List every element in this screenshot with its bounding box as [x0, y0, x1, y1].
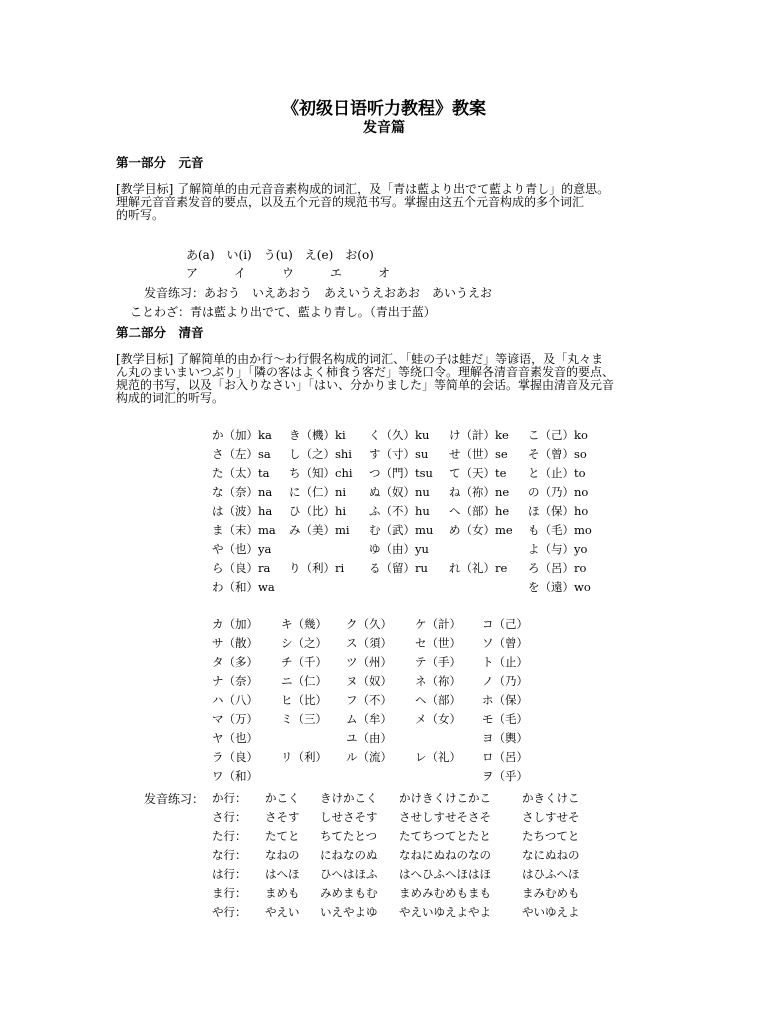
table-cell: し（之）shi — [289, 447, 352, 461]
table-cell: ナ（奈） — [212, 674, 258, 688]
table-cell: タ（多） — [212, 655, 258, 669]
table-cell: わ（和）wa — [212, 580, 275, 594]
table-cell: ま行： — [212, 886, 247, 900]
table-cell: の（乃）no — [528, 485, 589, 499]
vowel-practice: 发音练习：あおう いえあおう あえいうえおあお あいうえお — [144, 286, 493, 300]
hiragana-row — [0, 484, 768, 502]
table-cell: レ（礼） — [415, 750, 461, 764]
part2-goal-line: 规范的书写，以及「お入りなさい」「はい、分かりました」等简单的会话。掌握由清音及元音 — [116, 378, 615, 392]
table-cell: ユ（由） — [346, 731, 392, 745]
table-cell: ま（末）ma — [212, 523, 276, 537]
table-cell: ね（祢）ne — [449, 485, 510, 499]
table-cell: はへほ — [265, 867, 300, 881]
practice-label: 发音练习： — [144, 792, 205, 806]
table-cell: こ（己）ko — [528, 428, 588, 442]
table-cell: を（遠）wo — [528, 580, 591, 594]
table-cell: れ（礼）re — [449, 561, 508, 575]
table-cell: も（毛）mo — [528, 523, 592, 537]
katakana-row — [0, 730, 768, 748]
table-cell: ス（須） — [346, 636, 392, 650]
table-cell: へ（部）he — [449, 504, 510, 518]
table-cell: テ（手） — [415, 655, 461, 669]
practice-row — [0, 885, 768, 903]
table-cell: メ（女） — [415, 712, 461, 726]
table-cell: た行： — [212, 829, 247, 843]
part2-goal-line: [教学目标] 了解简单的由か行～わ行假名构成的词汇、「蛙の子は蛙だ」等谚语，及「丸々ま — [116, 352, 604, 366]
table-cell: セ（世） — [415, 636, 461, 650]
table-cell: ふ（不）hu — [369, 504, 430, 518]
table-cell: ヘ（部） — [415, 693, 461, 707]
table-cell: いえやよゆ — [320, 905, 378, 919]
katakana-row — [0, 768, 768, 786]
table-cell: な（奈）na — [212, 485, 273, 499]
table-cell: きけかこく — [320, 791, 378, 805]
section-heading-seion: 第二部分 清音 — [116, 325, 204, 340]
part1-goal-line: 的听写。 — [116, 208, 165, 222]
table-cell: ヤ（也） — [212, 731, 258, 745]
katakana-row — [0, 711, 768, 729]
table-cell: よ（与）yo — [528, 542, 588, 556]
table-cell: む（武）mu — [369, 523, 434, 537]
table-cell: ち（知）chi — [289, 466, 353, 480]
practice-row — [0, 790, 768, 808]
vowels-hiragana: あ(a) い(i) う(u) え(e) お(o) — [186, 248, 374, 262]
section-heading-vowels: 第一部分 元音 — [116, 155, 204, 170]
katakana-row — [0, 692, 768, 710]
hiragana-row — [0, 560, 768, 578]
table-cell: まみむめも — [522, 886, 580, 900]
table-cell: まめみむめもまも — [399, 886, 491, 900]
table-cell: け（計）ke — [449, 428, 509, 442]
table-cell: フ（不） — [346, 693, 392, 707]
table-cell: ル（流） — [346, 750, 392, 764]
table-cell: り（利）ri — [289, 561, 345, 575]
part1-goal — [116, 183, 656, 222]
table-cell: や行： — [212, 905, 247, 919]
practice-row — [0, 904, 768, 922]
table-cell: き（機）ki — [289, 428, 346, 442]
table-cell: ミ（三） — [281, 712, 327, 726]
table-cell: モ（毛） — [482, 712, 528, 726]
table-cell: ロ（呂） — [482, 750, 528, 764]
practice-row — [0, 828, 768, 846]
table-cell: ら（良）ra — [212, 561, 271, 575]
table-cell: ほ（保）ho — [528, 504, 589, 518]
table-cell: ヨ（輿） — [482, 731, 528, 745]
table-cell: ホ（保） — [482, 693, 528, 707]
table-cell: ノ（乃） — [482, 674, 528, 688]
table-cell: ト（止） — [482, 655, 528, 669]
table-cell: せ（世）se — [449, 447, 508, 461]
document-title: 《初级日语听力教程》教案 — [282, 99, 486, 119]
part1-goal-line: [教学目标] 了解简单的由元音音素构成的词汇，及「青は藍より出でて藍より青し」的意思。 — [116, 182, 610, 196]
table-cell: コ（己） — [482, 617, 528, 631]
part2-goal-line: 构成的词汇的听写。 — [116, 391, 225, 405]
proverb: ことわざ：青は藍より出でて、藍より青し。（青出于蓝） — [130, 305, 436, 319]
table-cell: ク（久） — [346, 617, 392, 631]
katakana-row — [0, 654, 768, 672]
table-cell: まめも — [265, 886, 300, 900]
hiragana-row — [0, 541, 768, 559]
hiragana-row — [0, 427, 768, 445]
table-cell: たてちつてとたと — [399, 829, 491, 843]
table-cell: ニ（仁） — [281, 674, 327, 688]
table-cell: は行： — [212, 867, 247, 881]
table-cell: み（美）mi — [289, 523, 350, 537]
table-cell: なねの — [265, 848, 300, 862]
table-cell: ゆ（由）yu — [369, 542, 429, 556]
table-cell: たてと — [265, 829, 300, 843]
table-cell: ヌ（奴） — [346, 674, 392, 688]
table-cell: かけきくけこかこ — [399, 791, 491, 805]
table-cell: サ（散） — [212, 636, 258, 650]
hiragana-row — [0, 503, 768, 521]
katakana-row — [0, 749, 768, 767]
part2-goal-line: ん丸のまいまいつぶり」「隣の客はよく柿食う客だ」等绕口令。理解各清音音素发音的要点、 — [116, 365, 615, 379]
table-cell: は（波）ha — [212, 504, 273, 518]
table-cell: かきくけこ — [522, 791, 580, 805]
hiragana-row — [0, 465, 768, 483]
table-cell: リ（利） — [281, 750, 327, 764]
table-cell: たちつてと — [522, 829, 580, 843]
table-cell: や（也）ya — [212, 542, 272, 556]
practice-row — [0, 809, 768, 827]
table-cell: ラ（良） — [212, 750, 258, 764]
table-cell: ろ（呂）ro — [528, 561, 587, 575]
table-cell: さそす — [265, 810, 300, 824]
table-cell: す（寸）su — [369, 447, 429, 461]
part1-goal-line: 理解元音音素发音的要点，以及五个元音的规范书写。掌握由这五个元音构成的多个词汇 — [116, 195, 585, 209]
table-cell: つ（門）tsu — [369, 466, 433, 480]
table-cell: ム（牟） — [346, 712, 392, 726]
table-cell: と（止）to — [528, 466, 586, 480]
document-subtitle: 发音篇 — [363, 120, 405, 136]
katakana-row — [0, 673, 768, 691]
table-cell: な行： — [212, 848, 247, 862]
table-cell: ぬ（奴）nu — [369, 485, 430, 499]
table-cell: に（仁）ni — [289, 485, 347, 499]
table-cell: シ（之） — [281, 636, 327, 650]
table-cell: さ行： — [212, 810, 247, 824]
table-cell: キ（幾） — [281, 617, 327, 631]
table-cell: さしすせそ — [522, 810, 580, 824]
table-cell: みめまもむ — [320, 886, 378, 900]
table-cell: やえいゆえよやよ — [399, 905, 491, 919]
table-cell: やえい — [265, 905, 300, 919]
practice-row — [0, 847, 768, 865]
hiragana-row — [0, 446, 768, 464]
table-cell: チ（千） — [281, 655, 327, 669]
table-cell: カ（加） — [212, 617, 258, 631]
table-cell: にねなのぬ — [320, 848, 378, 862]
table-cell: ハ（八） — [212, 693, 258, 707]
table-cell: ワ（和） — [212, 769, 258, 783]
table-cell: ヲ（乎） — [482, 769, 528, 783]
table-cell: ひ（比）hi — [289, 504, 347, 518]
table-cell: ツ（州） — [346, 655, 392, 669]
table-cell: ケ（計） — [415, 617, 461, 631]
vowels-katakana: ア イ ウ エ オ — [186, 266, 391, 280]
table-cell: さ（左）sa — [212, 447, 271, 461]
table-cell: か（加）ka — [212, 428, 272, 442]
table-cell: ひへはほふ — [320, 867, 378, 881]
table-cell: る（留）ru — [369, 561, 428, 575]
table-cell: た（太）ta — [212, 466, 270, 480]
table-cell: はひふへほ — [522, 867, 580, 881]
hiragana-row — [0, 579, 768, 597]
katakana-row — [0, 616, 768, 634]
practice-row — [0, 866, 768, 884]
table-cell: く（久）ku — [369, 428, 430, 442]
hiragana-row — [0, 522, 768, 540]
table-cell: か行： — [212, 791, 247, 805]
part2-goal — [116, 353, 656, 405]
table-cell: ちてたとつ — [320, 829, 378, 843]
table-cell: て（天）te — [449, 466, 507, 480]
table-cell: なにぬねの — [522, 848, 580, 862]
table-cell: なねにぬねのなの — [399, 848, 491, 862]
katakana-row — [0, 635, 768, 653]
table-cell: ネ（祢） — [415, 674, 461, 688]
table-cell: やいゆえよ — [522, 905, 580, 919]
table-cell: かこく — [265, 791, 300, 805]
table-cell: させしすせそさそ — [399, 810, 491, 824]
table-cell: はへひふへほはほ — [399, 867, 491, 881]
table-cell: そ（曾）so — [528, 447, 587, 461]
table-cell: ヒ（比） — [281, 693, 327, 707]
table-cell: ソ（曾） — [482, 636, 528, 650]
table-cell: マ（万） — [212, 712, 258, 726]
table-cell: しせさそす — [320, 810, 378, 824]
table-cell: め（女）me — [449, 523, 513, 537]
